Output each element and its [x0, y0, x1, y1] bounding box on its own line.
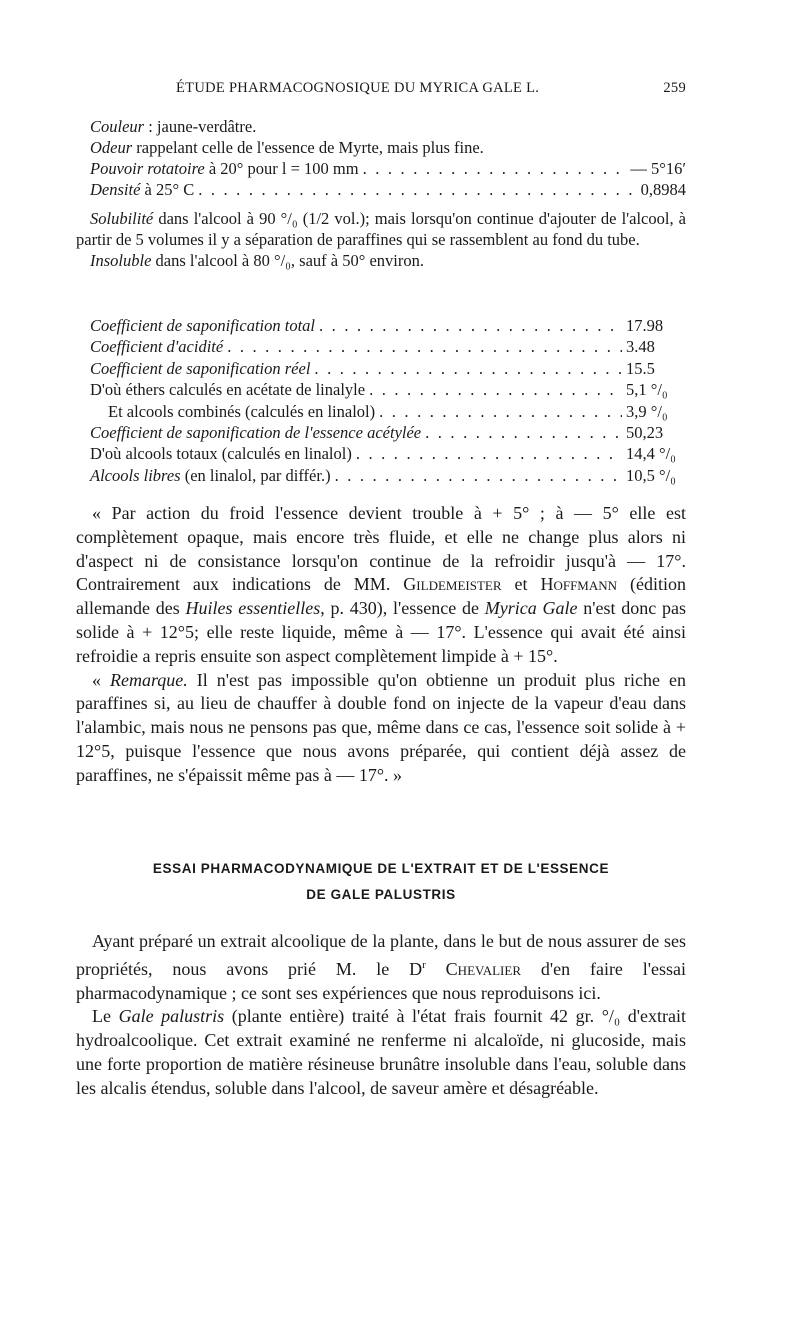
section-heading-line-1: ESSAI PHARMACODYNAMIQUE DE L'EXTRAIT ET DE L'ESSENCE	[152, 861, 610, 876]
froid-paragraphs	[76, 502, 686, 788]
essai-paragraph: Ayant préparé un extrait alcoolique de la plante, dans le but de nous assurer de ses propriétés, nous avons prié M. le $D^r$ Chevalier d'en faire l'essai pharmacodynamique ; ce sont ses expériences que nous reproduisons ici.	[76, 931, 687, 1003]
section-heading	[76, 856, 686, 908]
table-row: D'où éthers calculés en acétate de linalyle . . . 5,1 °/₀	[90, 379, 686, 400]
section-body	[76, 930, 686, 1101]
densite-value: 0,8984	[640, 180, 686, 199]
insoluble-paragraph: Insoluble dans l'alcool à 80 °/₀, sauf à 50° environ.	[90, 251, 424, 270]
section-heading-line-2: DE GALE PALUSTRIS	[306, 887, 456, 902]
table-row: Coefficient de saponification total . . . 17.98	[90, 315, 686, 336]
pouvoir-rotatoire-value: — 5°16′	[630, 159, 686, 178]
table-row: Coefficient d'acidité . . . 3.48	[90, 336, 686, 357]
gale-paragraph: Le Gale palustris (plante entière) traité à l'état frais fournit 42 gr. °/₀ d'extrait hydroalcoolique. Cet extrait examiné ne renferme ni alcaloïde, ni glucoside, mais une forte proportion de matière résineuse brunâtre insoluble dans l'eau, soluble dans les alcalis étendus, soluble dans l'alcool, de saveur amère et désagréable.	[76, 1006, 686, 1098]
table-row: D'où alcools totaux (calculés en linalol) . . . 14,4 °/₀	[90, 443, 686, 464]
pouvoir-rotatoire-line: Pouvoir rotatoire à 20° pour l = 100 mm . . . — 5°16′	[90, 158, 686, 179]
densite-line: Densité à 25° C . . . 0,8984	[90, 179, 686, 200]
remarque-paragraph: « Remarque. Il n'est pas impossible qu'on obtienne un produit plus riche en paraffines si, au lieu de chauffer à double fond on injecte de la vapeur d'eau dans l'alambic, mais nous ne pensons pas que, même dans ce cas, l'essence soit solide à + 12°5, puisque l'essence que nous avons préparée, qui contient déjà assez de paraffines, ne s'épaissit même pas à — 17°. »	[76, 669, 687, 785]
table-row: Alcools libres (en linalol, par différ.) . . . 10,5 °/₀	[90, 465, 686, 486]
couleur-line: Couleur : jaune-verdâtre.	[90, 117, 257, 136]
solubilite-paragraph: Solubilité dans l'alcool à 90 °/₀ (1/2 vol.); mais lorsqu'on continue d'ajouter de l'alcool, à partir de 5 volumes il y a séparation de paraffines qui se rassemblent au fond du tube.	[76, 209, 686, 249]
solubility-block	[76, 208, 686, 271]
coefficients-table	[90, 315, 686, 486]
running-title: ÉTUDE PHARMACOGNOSIQUE DU MYRICA GALE L.	[176, 80, 540, 96]
table-row: Coefficient de saponification de l'essence acétylée . . . 50,23	[90, 422, 686, 443]
froid-paragraph: « Par action du froid l'essence devient trouble à + 5° ; à — 5° elle est complètement opaque, mais encore très fluide, et elle ne change plus alors ni d'aspect ni de consistance lorsqu'on continue de la refroidir jusqu'à — 17°. Contrairement aux indications de MM. Gildemeister et Hoffmann (édition allemande des Huiles essentielles, p. 430), l'essence de Myrica Gale n'est donc pas solide à + 12°5; elle reste liquide, même à — 17°. L'essence qui avait été ainsi refroidie a repris ensuite son aspect complètement limpide à + 15°.	[76, 503, 686, 666]
odeur-line: Odeur rappelant celle de l'essence de Myrte, mais plus fine.	[90, 138, 484, 157]
properties-block	[90, 116, 686, 200]
page-number: 259	[663, 80, 686, 96]
table-row: Coefficient de saponification réel . . . 15.5	[90, 358, 686, 379]
page-header	[76, 80, 686, 102]
table-row: Et alcools combinés (calculés en linalol) . . . 3,9 °/₀	[90, 401, 686, 422]
